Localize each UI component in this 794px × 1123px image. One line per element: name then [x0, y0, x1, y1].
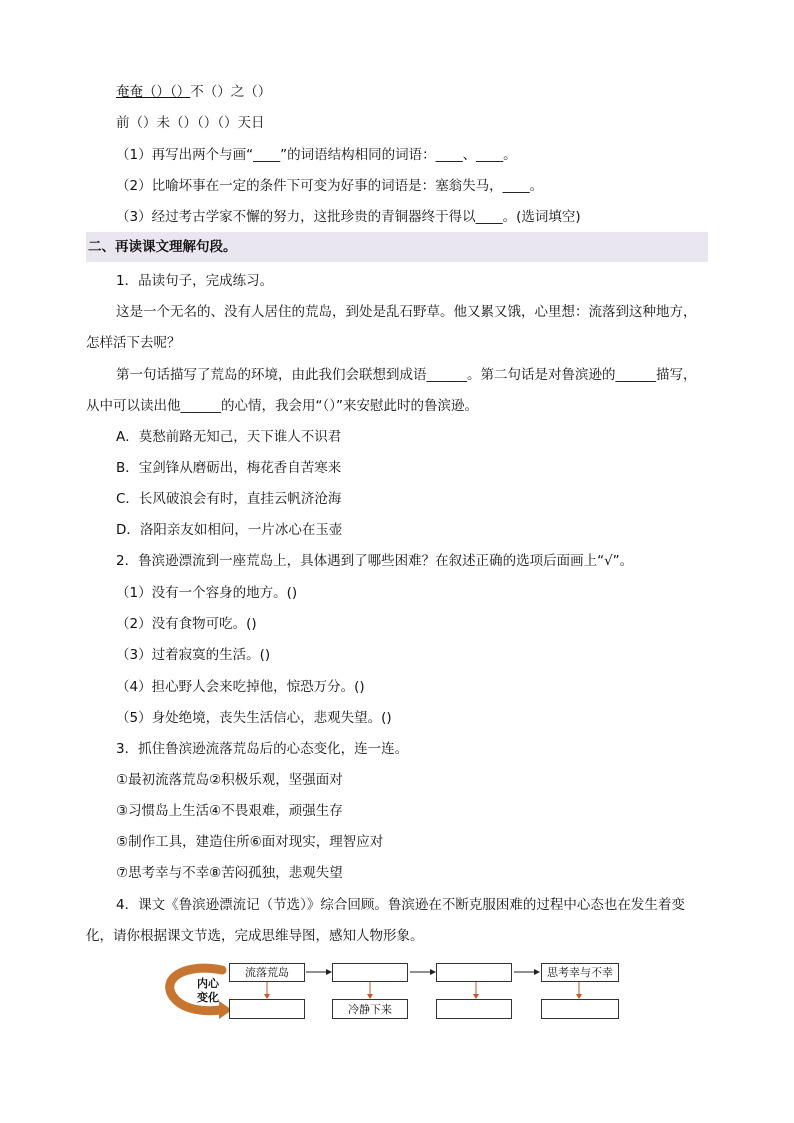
- question-1: （1）再写出两个与画“____”的词语结构相同的词语：____、____。: [116, 147, 517, 163]
- item2-option-5: （5）身处绝境，丧失生活信心，悲观失望。(): [116, 710, 392, 726]
- mind-box-bottom-3: [436, 999, 512, 1019]
- item3-title: 3．抓住鲁滨逊流落荒岛后的心态变化，连一连。: [116, 741, 409, 757]
- item2-option-1: （1）没有一个容身的地方。(): [116, 585, 298, 601]
- item1-option-d: D．洛阳亲友如相问，一片冰心在玉壶: [116, 522, 343, 538]
- idiom-underlined: 奄奄（）（）: [116, 84, 191, 100]
- mind-box-bottom-4: [541, 999, 619, 1019]
- item3-row-2: ③习惯岛上生活④不畏艰难，顽强生存: [116, 803, 343, 819]
- question-3: （3）经过考古学家不懈的努力，这批珍贵的青铜器终于得以____。(选词填空): [116, 209, 581, 225]
- mind-box-top-4: 思考幸与不幸: [541, 963, 619, 982]
- section-heading: 二、再读课文理解句段。: [86, 232, 708, 262]
- item2-option-3: （3）过着寂寞的生活。(): [116, 647, 271, 663]
- idiom-line-2: 前（）未（）（）（）天日: [116, 115, 265, 131]
- item1-para1-line1: 这是一个无名的、没有人居住的荒岛，到处是乱石野草。他又累又饿，心里想：流落到这种地方，: [116, 304, 697, 320]
- curve-arrow-icon: [170, 968, 222, 1011]
- item3-row-4: ⑦思考幸与不幸⑧苦闷孤独，悲观失望: [116, 865, 343, 881]
- item1-para2-line2: 从中可以读出他______的心情，我会用“（）”来安慰此时的鲁滨逊。: [86, 398, 478, 414]
- mind-box-top-1: 流落荒岛: [229, 963, 305, 982]
- item2-option-2: （2）没有食物可吃。(): [116, 616, 257, 632]
- mind-map-side-label: 内心 变化: [197, 977, 219, 1004]
- mind-box-bottom-1: [229, 999, 305, 1019]
- item1-option-a: A．莫愁前路无知己，天下谁人不识君: [116, 429, 342, 445]
- item4-title-line2: 化，请你根据课文节选，完成思维导图，感知人物形象。: [86, 928, 424, 944]
- item4-title-line1: 4．课文《鲁滨逊漂流记（节选）》综合回顾。鲁滨逊在不断克服困难的过程中心态也在发生着变: [116, 897, 685, 913]
- curve-arrow-head-icon: [219, 1001, 232, 1019]
- item1-option-c: C．长风破浪会有时，直挂云帆济沧海: [116, 491, 342, 507]
- question-2: （2）比喻坏事在一定的条件下可变为好事的词语是：塞翁失马，____。: [116, 178, 544, 194]
- item3-row-3: ⑤制作工具，建造住所⑥面对现实，理智应对: [116, 834, 384, 850]
- mind-box-top-2: [332, 963, 408, 982]
- item1-para1-line2: 怎样活下去呢？: [86, 335, 181, 351]
- mind-box-top-3: [436, 963, 512, 982]
- idiom-rest: 不（）之（）: [190, 84, 272, 100]
- item1-title: 1．品读句子，完成练习。: [116, 273, 274, 289]
- item3-row-1: ①最初流落荒岛②积极乐观，坚强面对: [116, 772, 343, 788]
- item2-option-4: （4）担心野人会来吃掉他，惊恐万分。(): [116, 679, 365, 695]
- item1-para2-line1: 第一句话描写了荒岛的环境，由此我们会联想到成语______。第二句话是对鲁滨逊的______描写，: [116, 367, 697, 383]
- item1-option-b: B．宝剑锋从磨砺出，梅花香自苦寒来: [116, 460, 342, 476]
- item2-title: 2．鲁滨逊漂流到一座荒岛上，具体遇到了哪些困难？在叙述正确的选项后面画上“√”。: [116, 553, 634, 569]
- idiom-line-1: [116, 82, 271, 102]
- mind-box-bottom-2: 冷静下来: [332, 999, 408, 1019]
